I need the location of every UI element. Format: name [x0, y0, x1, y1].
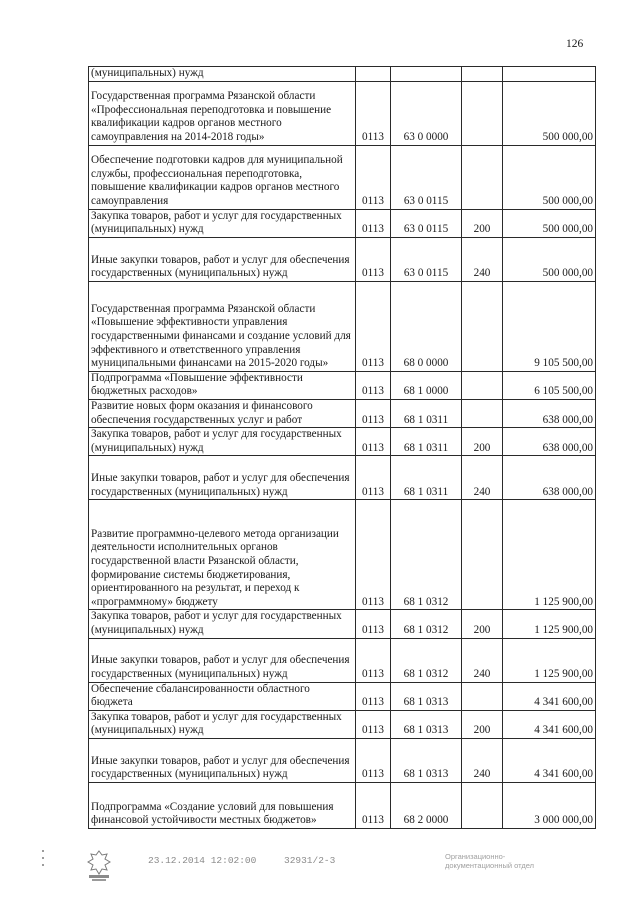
row-expense-type: 200 [462, 610, 503, 638]
row-razdel-code: 0113 [356, 738, 391, 782]
row-target-article: 68 1 0311 [391, 428, 462, 456]
row-target-article: 68 2 0000 [391, 782, 462, 828]
row-target-article: 68 1 0312 [391, 610, 462, 638]
row-name: (муниципальных) нужд [89, 67, 356, 82]
row-name: Иные закупки товаров, работ и услуг для обеспечения государственных (муниципальных) нужд [89, 738, 356, 782]
row-target-article: 68 1 0000 [391, 371, 462, 399]
table-row [89, 428, 596, 456]
row-amount: 6 105 500,00 [503, 371, 596, 399]
row-name: Развитие новых форм оказания и финансового обеспечения государственных услуг и работ [89, 399, 356, 427]
row-target-article: 63 0 0000 [391, 81, 462, 145]
row-amount [503, 67, 596, 82]
budget-table [88, 66, 596, 829]
row-razdel-code: 0113 [356, 710, 391, 738]
row-target-article: 68 1 0313 [391, 682, 462, 710]
row-amount: 3 000 000,00 [503, 782, 596, 828]
margin-marks-icon [40, 848, 46, 868]
footer-organization-line: документационный отдел [445, 861, 535, 870]
row-expense-type: 240 [462, 738, 503, 782]
row-amount: 4 341 600,00 [503, 738, 596, 782]
table-row [89, 710, 596, 738]
table-row [89, 281, 596, 371]
page-number: 126 [566, 38, 584, 50]
row-expense-type: 240 [462, 237, 503, 281]
row-expense-type [462, 782, 503, 828]
row-razdel-code: 0113 [356, 428, 391, 456]
row-amount: 638 000,00 [503, 428, 596, 456]
row-target-article: 68 1 0312 [391, 638, 462, 682]
row-name: Государственная программа Рязанской области «Повышение эффективности управления государственными финансами и создание условий для эффективного и ответственного управления муниципальными финансами на 2015-2020 годы» [89, 281, 356, 371]
table-row [89, 237, 596, 281]
row-razdel-code: 0113 [356, 638, 391, 682]
table-row [89, 782, 596, 828]
row-expense-type: 200 [462, 710, 503, 738]
row-razdel-code: 0113 [356, 81, 391, 145]
row-razdel-code: 0113 [356, 399, 391, 427]
row-name: Закупка товаров, работ и услуг для государственных (муниципальных) нужд [89, 710, 356, 738]
row-amount: 638 000,00 [503, 399, 596, 427]
row-target-article: 63 0 0115 [391, 145, 462, 209]
row-razdel-code [356, 67, 391, 82]
footer-organization [445, 852, 534, 870]
row-name: Закупка товаров, работ и услуг для государственных (муниципальных) нужд [89, 610, 356, 638]
table-row [89, 738, 596, 782]
table-row [89, 67, 596, 82]
row-razdel-code: 0113 [356, 281, 391, 371]
row-target-article: 68 1 0313 [391, 738, 462, 782]
row-razdel-code: 0113 [356, 782, 391, 828]
table-row [89, 682, 596, 710]
table-row [89, 209, 596, 237]
footer-document-code: 32931/2-3 [284, 855, 336, 866]
row-razdel-code: 0113 [356, 610, 391, 638]
row-amount: 4 341 600,00 [503, 710, 596, 738]
row-target-article: 68 1 0312 [391, 500, 462, 610]
row-expense-type: 240 [462, 456, 503, 500]
row-target-article: 68 0 0000 [391, 281, 462, 371]
row-name: Закупка товаров, работ и услуг для государственных (муниципальных) нужд [89, 209, 356, 237]
row-amount: 500 000,00 [503, 145, 596, 209]
row-amount: 638 000,00 [503, 456, 596, 500]
table-row [89, 638, 596, 682]
row-expense-type [462, 67, 503, 82]
row-expense-type [462, 145, 503, 209]
row-name: Государственная программа Рязанской области «Профессиональная переподготовка и повышение квалификации кадров органов местного самоуправления на 2014-2018 годы» [89, 81, 356, 145]
table-row [89, 371, 596, 399]
row-expense-type: 200 [462, 428, 503, 456]
row-expense-type [462, 281, 503, 371]
row-target-article: 68 1 0311 [391, 399, 462, 427]
row-expense-type [462, 81, 503, 145]
row-amount: 500 000,00 [503, 81, 596, 145]
row-expense-type: 200 [462, 209, 503, 237]
row-razdel-code: 0113 [356, 209, 391, 237]
table-row [89, 145, 596, 209]
row-name: Иные закупки товаров, работ и услуг для обеспечения государственных (муниципальных) нужд [89, 456, 356, 500]
row-expense-type: 240 [462, 638, 503, 682]
row-target-article [391, 67, 462, 82]
seal-icon [84, 848, 114, 882]
row-amount: 1 125 900,00 [503, 500, 596, 610]
row-amount: 9 105 500,00 [503, 281, 596, 371]
row-name: Обеспечение подготовки кадров для муниципальной службы, профессиональная переподготовка, повышение квалификации кадров органов местного самоуправления [89, 145, 356, 209]
row-target-article: 68 1 0311 [391, 456, 462, 500]
table-row [89, 610, 596, 638]
table-row [89, 500, 596, 610]
row-name: Подпрограмма «Повышение эффективности бюджетных расходов» [89, 371, 356, 399]
row-target-article: 68 1 0313 [391, 710, 462, 738]
budget-table-body [89, 67, 596, 829]
row-razdel-code: 0113 [356, 682, 391, 710]
row-name: Закупка товаров, работ и услуг для государственных (муниципальных) нужд [89, 428, 356, 456]
row-expense-type [462, 500, 503, 610]
table-row [89, 399, 596, 427]
row-name: Обеспечение сбалансированности областного бюджета [89, 682, 356, 710]
row-amount: 4 341 600,00 [503, 682, 596, 710]
row-razdel-code: 0113 [356, 500, 391, 610]
row-amount: 500 000,00 [503, 237, 596, 281]
table-row [89, 456, 596, 500]
row-name: Иные закупки товаров, работ и услуг для обеспечения государственных (муниципальных) нужд [89, 237, 356, 281]
row-amount: 1 125 900,00 [503, 638, 596, 682]
row-name: Развитие программно-целевого метода организации деятельности исполнительных органов государственной власти Рязанской области, формирование системы бюджетирования, ориентированного на результат, и переход к «программному» бюджету [89, 500, 356, 610]
row-razdel-code: 0113 [356, 371, 391, 399]
row-razdel-code: 0113 [356, 237, 391, 281]
row-razdel-code: 0113 [356, 456, 391, 500]
row-name: Иные закупки товаров, работ и услуг для обеспечения государственных (муниципальных) нужд [89, 638, 356, 682]
row-amount: 1 125 900,00 [503, 610, 596, 638]
row-expense-type [462, 371, 503, 399]
row-target-article: 63 0 0115 [391, 237, 462, 281]
row-expense-type [462, 682, 503, 710]
row-amount: 500 000,00 [503, 209, 596, 237]
footer-date: 23.12.2014 12:02:00 [148, 855, 257, 866]
row-name: Подпрограмма «Создание условий для повышения финансовой устойчивости местных бюджетов» [89, 782, 356, 828]
row-razdel-code: 0113 [356, 145, 391, 209]
footer-organization-line: Организационно- [445, 852, 506, 861]
table-row [89, 81, 596, 145]
row-expense-type [462, 399, 503, 427]
row-target-article: 63 0 0115 [391, 209, 462, 237]
